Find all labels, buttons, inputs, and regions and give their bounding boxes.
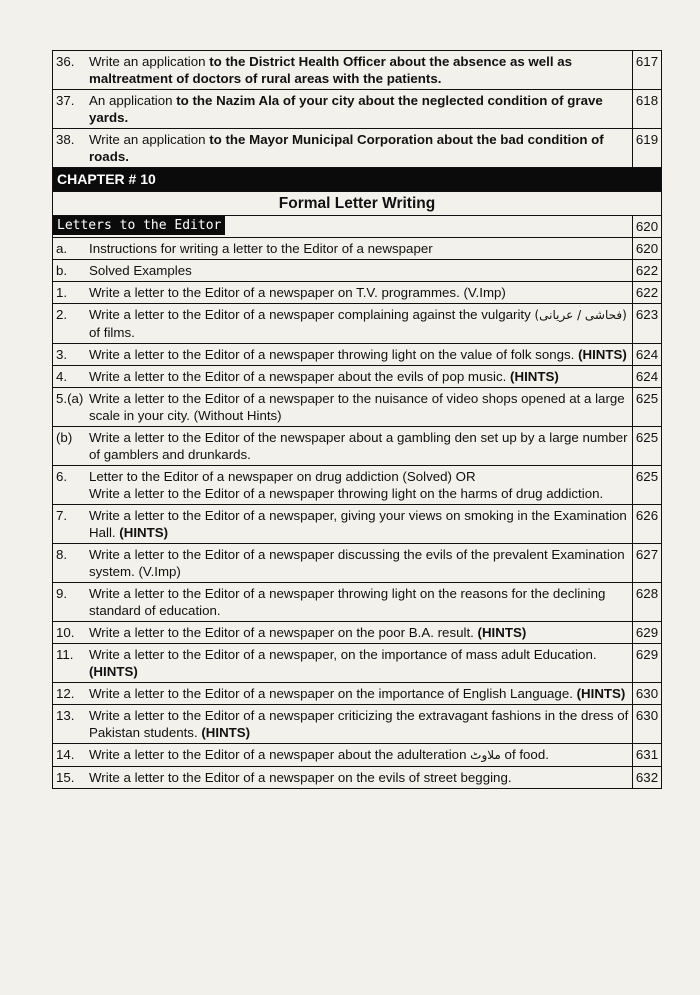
entry-text-main: Write a letter to the Editor of a newspaper complaining against the vulgarity <box>89 307 535 322</box>
application-row <box>53 90 662 129</box>
page-number: 623 <box>633 304 662 344</box>
page-number: 624 <box>633 344 662 366</box>
entry-text-main: Write a letter to the Editor of a newspaper throwing light on the reasons for the declining standard of education. <box>89 586 606 618</box>
entry-text <box>86 388 633 427</box>
entry-text-bold: to the District Health Officer about the absence as well as maltreatment of doctors of rural areas with the patients. <box>89 54 573 86</box>
page-number: 630 <box>633 683 662 705</box>
entry-text <box>86 767 633 789</box>
entry-number: 10. <box>53 622 87 644</box>
entry-text-main: Write a letter to the Editor of a newspaper, giving your views on smoking in the Examination Hall. <box>89 508 627 540</box>
page-number: 626 <box>633 505 662 544</box>
editor-label-row <box>53 216 662 238</box>
table-row <box>53 622 662 644</box>
entry-text-bold: to the Nazim Ala of your city about the neglected condition of grave yards. <box>89 93 603 125</box>
page-number: 625 <box>633 427 662 466</box>
page-number: 628 <box>633 583 662 622</box>
page-number: 625 <box>633 388 662 427</box>
table-row <box>53 544 662 583</box>
entry-text-main: Write a letter to the Editor of the newspaper about a gambling den set up by a large number of gamblers and drunkards. <box>89 430 628 462</box>
table-row <box>53 583 662 622</box>
page-number: 630 <box>633 705 662 744</box>
entry-text <box>86 505 633 544</box>
table-row <box>53 427 662 466</box>
entry-text <box>86 129 633 168</box>
chapter-heading: CHAPTER # 10 <box>53 168 662 192</box>
section-title: Formal Letter Writing <box>53 192 662 216</box>
entry-text-main: Write a letter to the Editor of a newspaper on the evils of street begging. <box>89 770 512 785</box>
entry-text-main: Instructions for writing a letter to the Editor of a newspaper <box>89 241 433 256</box>
editor-page: 620 <box>633 216 662 238</box>
entry-number: 4. <box>53 366 87 388</box>
entry-number: b. <box>53 260 87 282</box>
application-row <box>53 51 662 90</box>
page-number: 632 <box>633 767 662 789</box>
page-number: 618 <box>633 90 662 129</box>
entry-text <box>86 304 633 344</box>
page-number: 624 <box>633 366 662 388</box>
entry-text <box>86 622 633 644</box>
entry-text <box>86 705 633 744</box>
entry-number: a. <box>53 238 87 260</box>
table-row <box>53 505 662 544</box>
entry-text <box>86 260 633 282</box>
entry-text <box>86 744 633 767</box>
page-number: 620 <box>633 238 662 260</box>
contents-table <box>52 50 662 789</box>
entry-text-main: Write a letter to the Editor of a newspaper discussing the evils of the prevalent Examination system. (V.Imp) <box>89 547 625 579</box>
entry-text-main: Write a letter to the Editor of a newspaper criticizing the extravagant fashions in the dress of Pakistan students. <box>89 708 629 740</box>
entry-number: 1. <box>53 282 87 304</box>
table-row <box>53 238 662 260</box>
entry-text-bold: (HINTS) <box>119 525 169 540</box>
table-row <box>53 260 662 282</box>
entry-text <box>86 366 633 388</box>
entry-text <box>86 51 633 90</box>
entry-number: 5.(a) <box>53 388 87 427</box>
entry-number: 8. <box>53 544 87 583</box>
table-row <box>53 366 662 388</box>
entry-text-bold: (HINTS) <box>89 664 138 679</box>
entry-text-main: Write a letter to the Editor of a newspaper to the nuisance of video shops opened at a large scale in your city. (Without Hints) <box>89 391 625 423</box>
entry-text-main: Write a letter to the Editor of a newspaper about the adulteration <box>89 747 471 762</box>
entry-text-alt: Write a letter to the Editor of a newspaper throwing light on the harms of drug addiction. <box>89 486 604 501</box>
entry-text-main: Write a letter to the Editor of a newspaper on the importance of English Language. <box>89 686 577 701</box>
entry-text <box>86 544 633 583</box>
entry-text-bold: (HINTS) <box>510 369 559 384</box>
entry-text <box>86 683 633 705</box>
entry-text-main: Write a letter to the Editor of a newspaper, on the importance of mass adult Education. <box>89 647 597 662</box>
entry-text-main: Solved Examples <box>89 263 192 278</box>
entry-number: 7. <box>53 505 87 544</box>
section-title-row <box>53 192 662 216</box>
entry-text <box>86 644 633 683</box>
table-row <box>53 644 662 683</box>
entry-text <box>86 344 633 366</box>
entry-text-main: Letter to the Editor of a newspaper on drug addiction (Solved) OR <box>89 469 476 484</box>
chapter-row <box>53 168 662 192</box>
entry-text-tail: of films. <box>89 325 135 340</box>
entry-number: 15. <box>53 767 87 789</box>
entry-text-main: Write a letter to the Editor of a newspaper on the poor B.A. result. <box>89 625 478 640</box>
entry-number: 3. <box>53 344 87 366</box>
entry-text <box>86 282 633 304</box>
table-row <box>53 767 662 789</box>
table-row <box>53 705 662 744</box>
page-number: 619 <box>633 129 662 168</box>
urdu-gloss: ملاوٹ <box>470 748 501 762</box>
application-row <box>53 129 662 168</box>
editor-label: Letters to the Editor <box>53 216 225 235</box>
entry-text-bold: (HINTS) <box>576 686 626 701</box>
entry-number: (b) <box>53 427 87 466</box>
entry-text <box>86 466 633 505</box>
table-row <box>53 466 662 505</box>
entry-text <box>86 427 633 466</box>
page-number: 622 <box>633 260 662 282</box>
entry-text <box>86 238 633 260</box>
entry-text-bold: (HINTS) <box>477 625 527 640</box>
entry-text-bold: (HINTS) <box>201 725 251 740</box>
table-row <box>53 744 662 767</box>
entry-text-bold: to the Mayor Municipal Corporation about the bad condition of roads. <box>89 132 604 164</box>
entry-text-main: Write an application <box>89 54 210 69</box>
table-row <box>53 388 662 427</box>
page-number: 627 <box>633 544 662 583</box>
index-page <box>52 50 662 789</box>
table-row <box>53 344 662 366</box>
page-number: 625 <box>633 466 662 505</box>
table-row <box>53 304 662 344</box>
entry-number: 12. <box>53 683 87 705</box>
entry-number: 36. <box>53 51 87 90</box>
entry-text-main: Write a letter to the Editor of a newspaper on T.V. programmes. (V.Imp) <box>89 285 506 300</box>
entry-text-main: An application <box>89 93 177 108</box>
urdu-gloss: (فحاشی / عریانی) <box>534 308 627 322</box>
entry-number: 9. <box>53 583 87 622</box>
entry-text <box>86 583 633 622</box>
entry-number: 11. <box>53 644 87 683</box>
page-number: 617 <box>633 51 662 90</box>
entry-text <box>86 90 633 129</box>
entry-text-bold: (HINTS) <box>578 347 627 362</box>
page-number: 631 <box>633 744 662 767</box>
page-number: 629 <box>633 644 662 683</box>
entry-number: 6. <box>53 466 87 505</box>
entry-text-main: Write a letter to the Editor of a newspaper about the evils of pop music. <box>89 369 511 384</box>
entry-number: 13. <box>53 705 87 744</box>
table-row <box>53 282 662 304</box>
entry-number: 37. <box>53 90 87 129</box>
entry-text-main: Write an application <box>89 132 210 147</box>
table-row <box>53 683 662 705</box>
entry-text-main: Write a letter to the Editor of a newspaper throwing light on the value of folk songs. <box>89 347 579 362</box>
entry-number: 14. <box>53 744 87 767</box>
entry-number: 38. <box>53 129 87 168</box>
entry-text-tail: of food. <box>500 747 549 762</box>
page-number: 622 <box>633 282 662 304</box>
entry-number: 2. <box>53 304 87 344</box>
page-number: 629 <box>633 622 662 644</box>
